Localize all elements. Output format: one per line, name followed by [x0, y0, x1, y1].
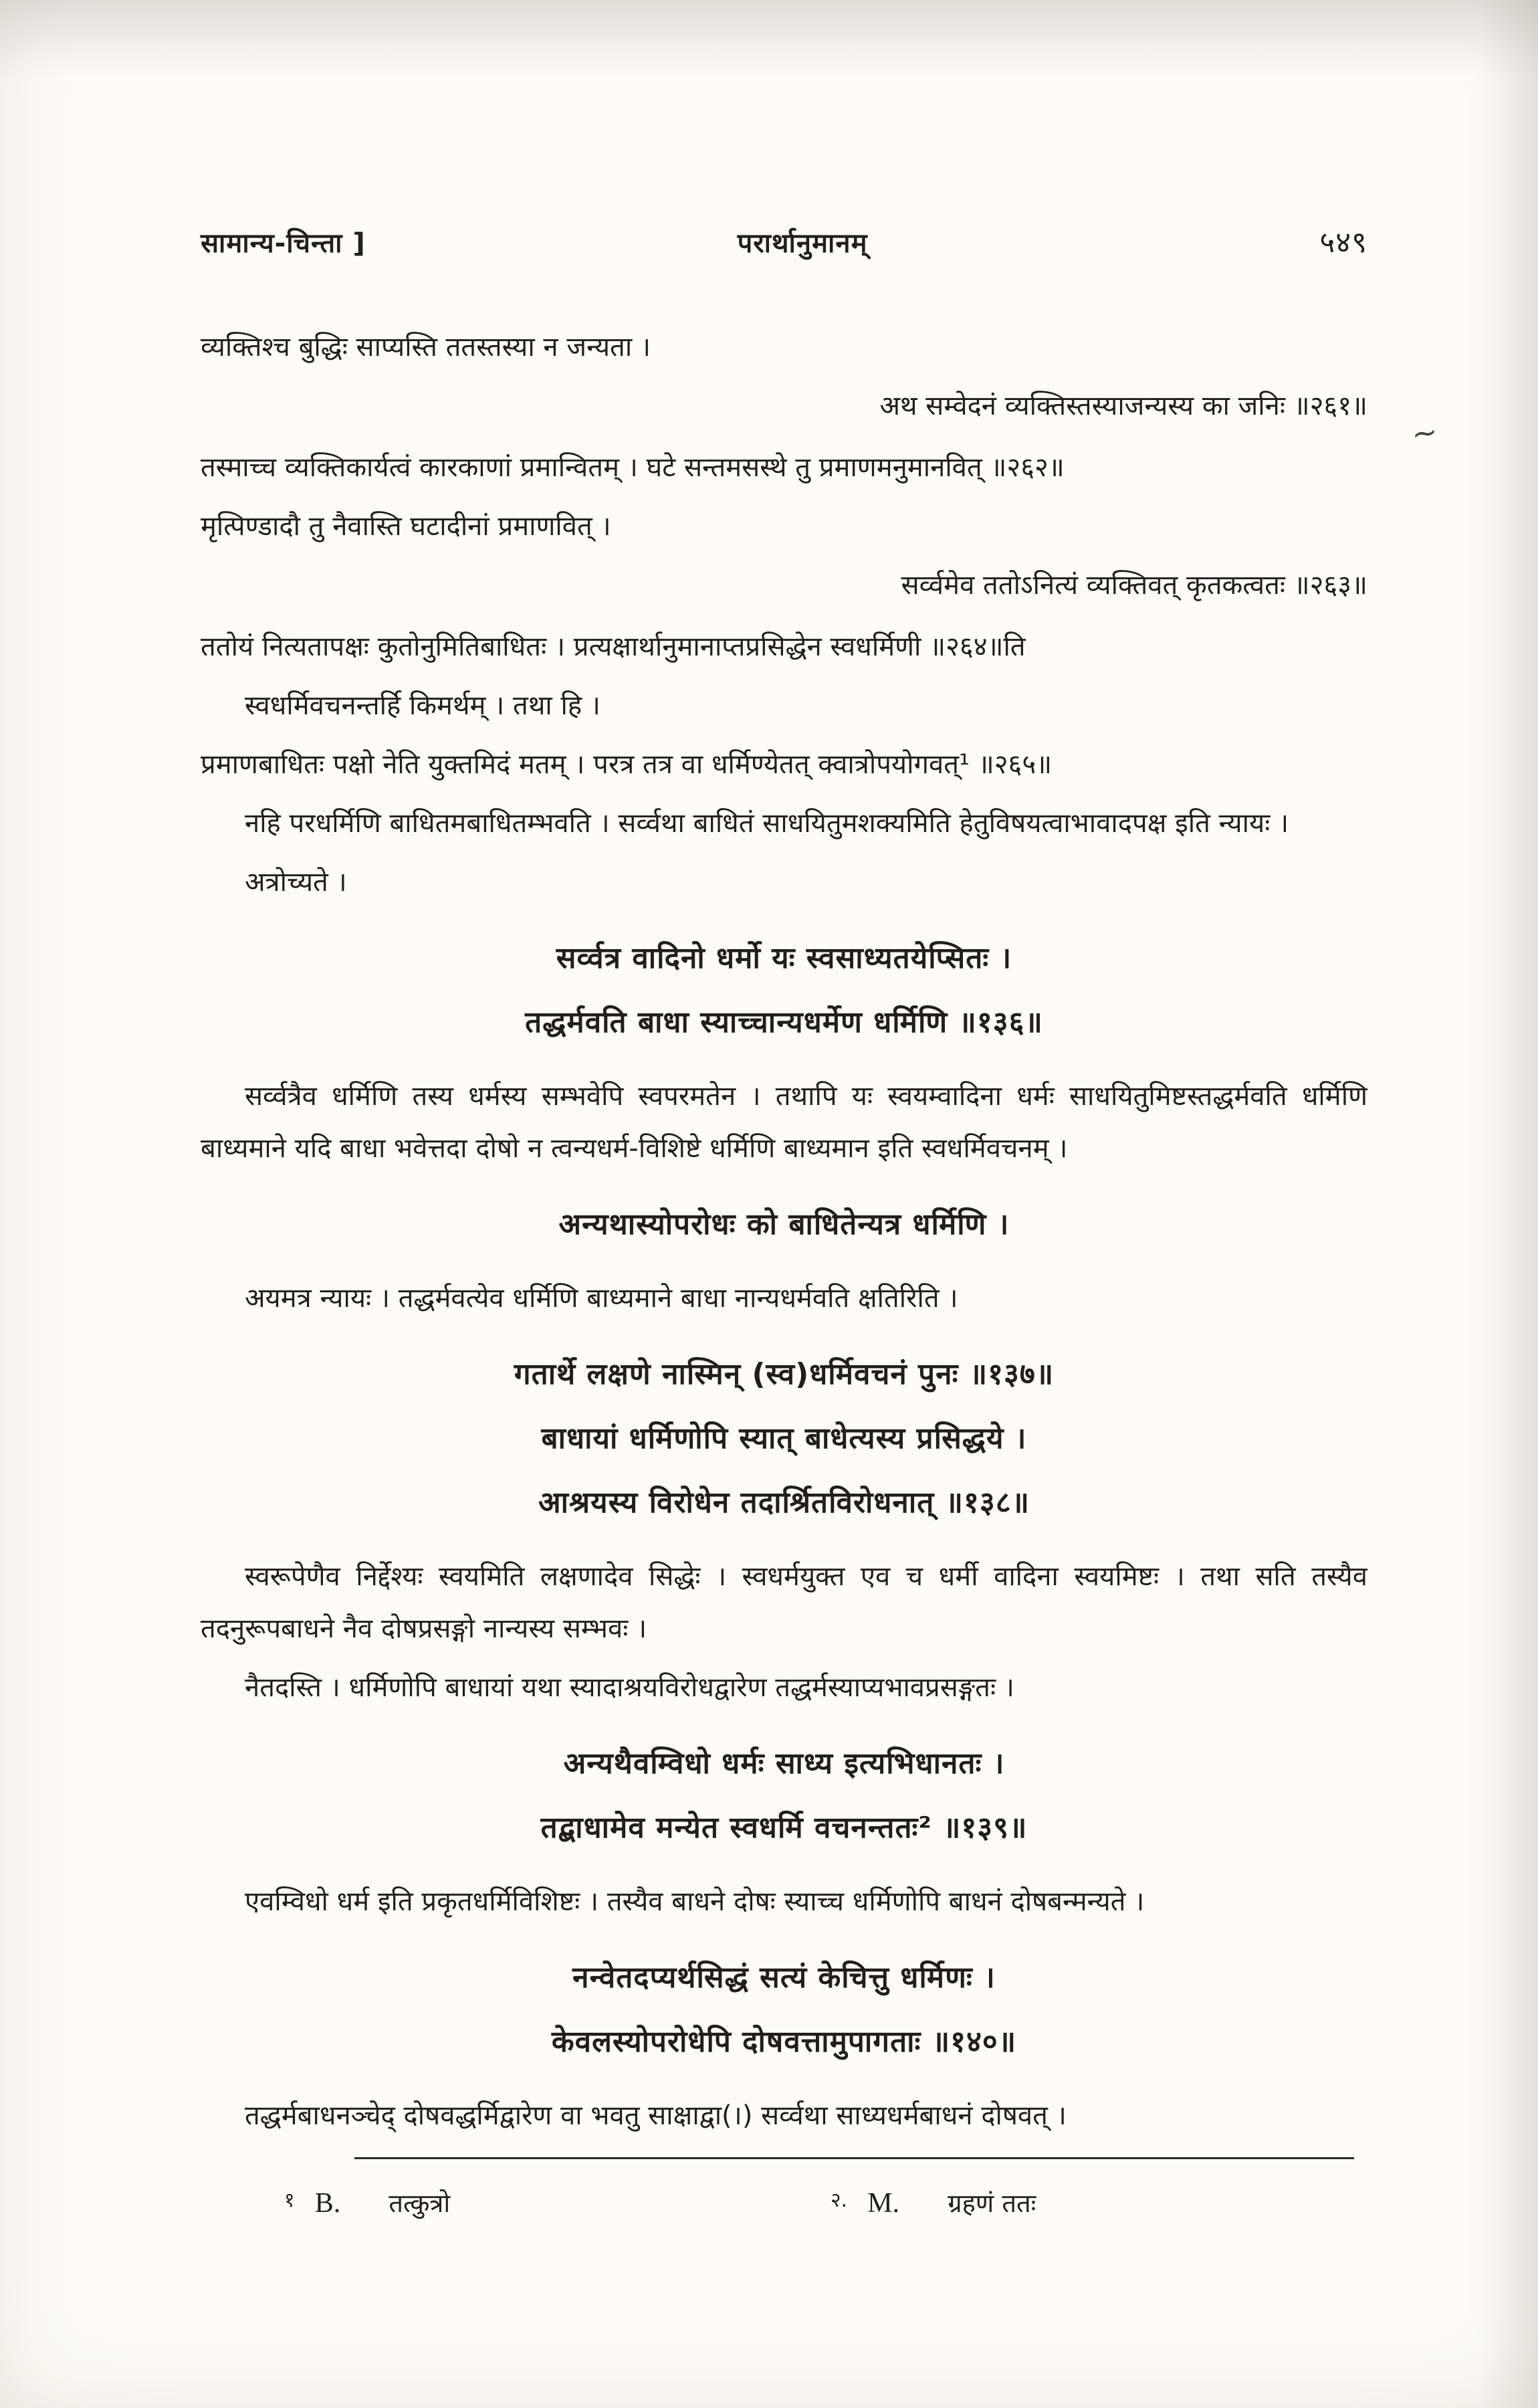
prose-block: नैतदस्ति । धर्मिणोपि बाधायां यथा स्यादाश्रयविरोधद्वारेण तद्धर्मस्याप्यभावप्रसङ्गतः । — [245, 1672, 1014, 1703]
prose-block: व्यक्तिश्च बुद्धिः साप्यस्ति ततस्तस्या न जन्यता । — [201, 332, 651, 363]
prose-block: एवम्विधो धर्म इति प्रकृतधर्मिविशिष्टः । तस्यैव बाधने दोषः स्याच्च धर्मिणोपि बाधनं दोषबन्मन्यते । — [245, 1886, 1145, 1917]
verse-line: अन्यथास्योपरोधः को बाधितेन्यत्र धर्मिणि । — [558, 1207, 1010, 1241]
footnote-1-siglum: B. — [314, 2188, 341, 2219]
prose-block: तद्धर्मबाधनञ्चेद् दोषवद्धर्मिद्वारेण वा भवतु साक्षाद्वा(।) सर्व्वथा साध्यधर्मबाधनं दोषवत् । — [245, 2100, 1067, 2131]
margin-pencil-mark: ~ — [1409, 413, 1440, 453]
verse-line: नन्वेतदप्यर्थसिद्धं सत्यं केचित्तु धर्मिणः । — [572, 1961, 996, 1995]
prose-block: अत्रोच्यते । — [245, 867, 347, 898]
prose-block: स्वरूपेणैव निर्द्देश्यः स्वयमिति लक्षणादेव सिद्धेः । स्वधर्मयुक्त एव च धर्मी वादिना स्वयमिष्टः । तथा सति तस्यैव तदनुरूपबाधने नैव दोषप्रसङ्गो नान्यस्य सम्भवः । — [201, 1561, 1367, 1644]
page-title: परार्थानुमानम् — [737, 228, 868, 259]
verse-line: सर्व्वत्र वादिनो धर्मो यः स्वसाध्यतयेप्सितः । — [556, 941, 1012, 975]
footnote-area — [201, 2157, 1367, 2278]
prose-block: ततोयं नित्यतापक्षः कुतोनुमितिबाधितः । प्रत्यक्षार्थानुमानाप्तप्रसिद्धेन स्वधर्मिणी ॥२६४॥ति — [201, 631, 1026, 662]
prose-block: नहि परधर्मिणि बाधितमबाधितम्भवति । सर्व्वथा बाधितं साधयितुमशक्यमिति हेतुविषयत्वाभावादपक्ष इति न्यायः । — [245, 808, 1289, 839]
verse-line: सर्व्वमेव ततोऽनित्यं व्यक्तिवत् कृतकत्वतः ॥२६३॥ — [901, 570, 1367, 601]
verse-line: गतार्थे लक्षणे नास्मिन् (स्व)धर्मिवचनं पुनः ॥१३७॥ — [514, 1357, 1055, 1391]
footnote-rule — [354, 2157, 1354, 2159]
running-head-left: सामान्य-चिन्ता ] — [201, 228, 366, 259]
footnote-2-siglum: M. — [867, 2188, 900, 2219]
verse-line: तद्बाधामेव मन्येत स्वधर्मि वचनन्ततः² ॥१३९॥ — [540, 1811, 1028, 1845]
verse-line: अथ सम्वेदनं व्यक्तिस्तस्याजन्यस्य का जनिः ॥२६१॥ — [879, 391, 1367, 421]
footnote-2-marker: २. — [831, 2189, 848, 2212]
prose-block: सर्व्वत्रैव धर्मिणि तस्य धर्मस्य सम्भवेपि स्वपरमतेन । तथापि यः स्वयम्वादिना धर्मः साधयितुमिष्टस्तद्धर्मवति धर्मिणि बाध्यमाने यदि बाधा भवेत्तदा दोषो न त्वन्यधर्म-विशिष्टे धर्मिणि बाध्यमान इति स्वधर्मिवचनम् । — [201, 1081, 1367, 1164]
footnote-2-text: ग्रहणं ततः — [948, 2189, 1036, 2218]
prose-block: स्वधर्मिवचनन्तर्हि किमर्थम् । तथा हि । — [245, 690, 600, 721]
verse-line: तद्धर्मवति बाधा स्याच्चान्यधर्मेण धर्मिणि ॥१३६॥ — [525, 1005, 1043, 1039]
prose-block: प्रमाणबाधितः पक्षो नेति युक्तमिदं मतम् । परत्र तत्र वा धर्मिण्येतत् क्वात्रोपयोगवत्¹ ॥२६५॥ — [201, 749, 1053, 780]
verse-line: बाधायां धर्मिणोपि स्यात् बाधेत्यस्य प्रसिद्धये । — [541, 1421, 1027, 1456]
verse-line: आश्रयस्य विरोधेन तदार्श्रितविरोधनात् ॥१३८॥ — [538, 1486, 1030, 1520]
prose-block: तस्माच्च व्यक्तिकार्यत्वं कारकाणां प्रमान्वितम् । घटे सन्तमसस्थे तु प्रमाणमनुमानवित् ॥२६२॥ — [201, 452, 1065, 483]
footnote-1-text: तत्कुत्रो — [389, 2189, 451, 2218]
page-number: ५४९ — [1319, 225, 1367, 260]
footnote-1 — [284, 2185, 450, 2220]
text-column — [201, 321, 1367, 2140]
verse-line: केवलस्योपरोधेपि दोषवत्तामुपागताः ॥१४०॥ — [551, 2025, 1017, 2059]
running-head — [201, 221, 1367, 261]
prose-block: मृत्पिण्डादौ तु नैवास्ति घटादीनां प्रमाणवित् । — [201, 511, 611, 542]
footnote-1-marker: १ — [284, 2189, 295, 2212]
footnote-2 — [831, 2185, 1036, 2220]
verse-line: अन्यथैवम्विधो धर्मः साध्य इत्यभिधानतः । — [563, 1746, 1005, 1781]
prose-block: अयमत्र न्यायः । तद्धर्मवत्येव धर्मिणि बाध्यमाने बाधा नान्यधर्मवति क्षतिरिति । — [245, 1283, 958, 1314]
